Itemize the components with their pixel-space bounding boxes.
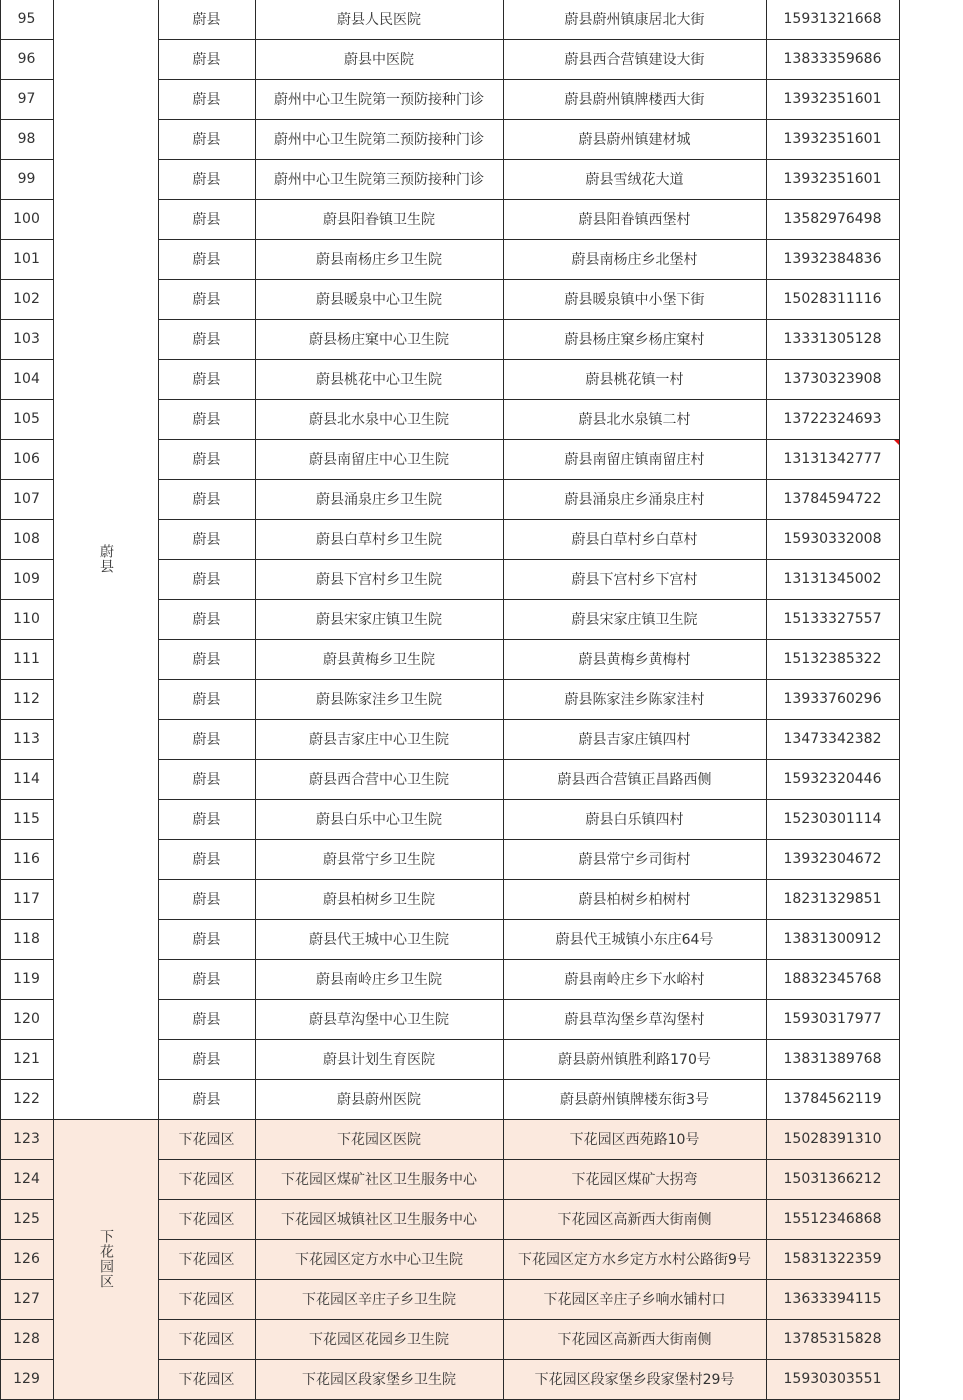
address-cell: 蔚县涌泉庄乡涌泉庄村	[564, 492, 705, 508]
county-cell: 蔚县	[192, 972, 221, 988]
row-divider-line	[158, 439, 900, 440]
column-divider-line	[503, 0, 504, 1399]
phone-cell: 13730323908	[783, 371, 882, 387]
row-number-cell: 116	[13, 851, 40, 867]
row-divider-line	[0, 1199, 54, 1200]
hospital-name-cell: 蔚县白草村乡卫生院	[316, 532, 442, 548]
hospital-name-cell: 蔚州中心卫生院第三预防接种门诊	[274, 172, 484, 188]
row-number-cell: 129	[13, 1371, 40, 1387]
address-cell: 下花园区煤矿大拐弯	[571, 1172, 698, 1188]
phone-cell: 15930317977	[783, 1011, 882, 1027]
county-cell: 蔚县	[192, 1052, 221, 1068]
row-divider-line	[158, 799, 900, 800]
row-number-cell: 128	[13, 1331, 40, 1347]
county-cell: 蔚县	[192, 92, 221, 108]
row-divider-line	[158, 279, 900, 280]
hospital-name-cell: 蔚县宋家庄镇卫生院	[316, 612, 442, 628]
county-cell: 蔚县	[192, 52, 221, 68]
county-cell: 蔚县	[192, 452, 221, 468]
hospital-name-cell: 蔚县黄梅乡卫生院	[323, 652, 435, 668]
county-cell: 蔚县	[192, 612, 221, 628]
hospital-name-cell: 下花园区煤矿社区卫生服务中心	[281, 1172, 477, 1188]
row-divider-line	[0, 679, 54, 680]
row-divider-line	[0, 1239, 54, 1240]
district-merged-cell: 下花园区	[98, 1229, 114, 1289]
row-divider-line	[0, 279, 54, 280]
county-cell: 蔚县	[192, 172, 221, 188]
address-cell: 下花园区西苑路10号	[569, 1132, 700, 1148]
phone-cell: 13831300912	[783, 931, 882, 947]
county-cell: 蔚县	[192, 692, 221, 708]
row-divider-line	[0, 959, 54, 960]
county-cell: 蔚县	[192, 292, 221, 308]
row-divider-line	[0, 639, 54, 640]
hospital-name-cell: 蔚县北水泉中心卫生院	[309, 412, 449, 428]
hospital-name-cell: 下花园区花园乡卫生院	[309, 1332, 449, 1348]
row-number-cell: 114	[13, 771, 40, 787]
row-number-cell: 100	[13, 211, 40, 227]
phone-cell: 13932351601	[783, 131, 882, 147]
row-divider-line	[158, 599, 900, 600]
address-cell: 蔚县暖泉镇中小堡下街	[564, 292, 705, 308]
row-divider-line	[0, 399, 54, 400]
row-number-cell: 121	[13, 1051, 40, 1067]
hospital-name-cell: 蔚县西合营中心卫生院	[309, 772, 449, 788]
hospital-name-cell: 蔚县陈家洼乡卫生院	[316, 692, 442, 708]
district-merged-cell: 蔚县	[98, 544, 114, 574]
row-number-cell: 104	[13, 371, 40, 387]
address-cell: 蔚县西合营镇建设大街	[564, 52, 705, 68]
address-cell: 下花园区高新西大街南侧	[557, 1332, 712, 1348]
column-divider-line	[899, 0, 900, 1399]
hospital-name-cell: 下花园区医院	[337, 1132, 421, 1148]
county-cell: 蔚县	[192, 332, 221, 348]
row-divider-line	[0, 199, 54, 200]
row-number-cell: 98	[17, 131, 36, 147]
county-cell: 下花园区	[178, 1292, 235, 1308]
row-number-cell: 97	[17, 91, 36, 107]
row-divider-line	[0, 359, 54, 360]
hospital-name-cell: 下花园区辛庄子乡卫生院	[302, 1292, 456, 1308]
phone-cell: 15931321668	[783, 11, 882, 27]
hospital-name-cell: 蔚县南岭庄乡卫生院	[316, 972, 442, 988]
row-divider-line	[0, 719, 54, 720]
county-cell: 下花园区	[178, 1132, 235, 1148]
county-cell: 蔚县	[192, 12, 221, 28]
hospital-name-cell: 下花园区定方水中心卫生院	[295, 1252, 463, 1268]
row-number-cell: 108	[13, 531, 40, 547]
hospital-name-cell: 蔚县暖泉中心卫生院	[316, 292, 442, 308]
row-number-cell: 107	[13, 491, 40, 507]
row-divider-line	[0, 479, 54, 480]
phone-cell: 15028311116	[783, 291, 882, 307]
address-cell: 蔚县柏树乡柏树村	[578, 892, 691, 908]
county-cell: 蔚县	[192, 492, 221, 508]
row-divider-line	[158, 1079, 900, 1080]
hospital-name-cell: 蔚县人民医院	[337, 12, 421, 28]
row-divider-line	[0, 519, 54, 520]
address-cell: 下花园区高新西大街南侧	[557, 1212, 712, 1228]
phone-cell: 15512346868	[783, 1211, 882, 1227]
row-divider-line	[158, 1319, 900, 1320]
county-cell: 蔚县	[192, 212, 221, 228]
county-cell: 蔚县	[192, 412, 221, 428]
column-divider-line	[0, 0, 1, 1399]
county-cell: 下花园区	[178, 1212, 235, 1228]
county-cell: 蔚县	[192, 252, 221, 268]
hospital-name-cell: 蔚县吉家庄中心卫生院	[309, 732, 449, 748]
row-divider-line	[0, 39, 54, 40]
address-cell: 蔚县陈家洼乡陈家洼村	[564, 692, 705, 708]
row-divider-line	[158, 319, 900, 320]
phone-cell: 15831322359	[783, 1251, 882, 1267]
row-divider-line	[0, 599, 54, 600]
column-divider-line	[255, 0, 256, 1399]
county-cell: 蔚县	[192, 852, 221, 868]
address-cell: 下花园区段家堡乡段家堡村29号	[534, 1372, 735, 1388]
row-divider-line	[0, 239, 54, 240]
phone-cell: 15932320446	[783, 771, 882, 787]
phone-cell: 13932351601	[783, 171, 882, 187]
address-cell: 蔚县南杨庄乡北堡村	[571, 252, 698, 268]
row-divider-line	[158, 359, 900, 360]
phone-cell: 13722324693	[783, 411, 882, 427]
phone-cell: 13473342382	[783, 731, 882, 747]
row-divider-line	[158, 679, 900, 680]
county-cell: 蔚县	[192, 652, 221, 668]
row-divider-line	[0, 439, 54, 440]
address-cell: 蔚县南岭庄乡下水峪村	[564, 972, 705, 988]
address-cell: 蔚县蔚州镇康居北大街	[564, 12, 705, 28]
address-cell: 蔚县阳眷镇西堡村	[578, 212, 691, 228]
row-number-cell: 101	[13, 251, 40, 267]
county-cell: 蔚县	[192, 372, 221, 388]
row-divider-line	[158, 719, 900, 720]
row-divider-line	[158, 959, 900, 960]
row-number-cell: 105	[13, 411, 40, 427]
row-number-cell: 113	[13, 731, 40, 747]
phone-cell: 13785315828	[783, 1331, 882, 1347]
row-divider-line	[158, 79, 900, 80]
row-divider-line	[158, 879, 900, 880]
phone-cell: 13784562119	[783, 1091, 882, 1107]
phone-cell: 15133327557	[783, 611, 882, 627]
row-divider-line	[158, 119, 900, 120]
phone-cell: 13131342777	[783, 451, 882, 467]
row-number-cell: 126	[13, 1251, 40, 1267]
hospital-name-cell: 蔚县代王城中心卫生院	[309, 932, 449, 948]
row-number-cell: 115	[13, 811, 40, 827]
hospital-name-cell: 蔚县柏树乡卫生院	[323, 892, 435, 908]
county-cell: 蔚县	[192, 932, 221, 948]
phone-cell: 13831389768	[783, 1051, 882, 1067]
hospital-name-cell: 蔚县草沟堡中心卫生院	[309, 1012, 449, 1028]
hospital-name-cell: 蔚县涌泉庄乡卫生院	[316, 492, 442, 508]
address-cell: 蔚县雪绒花大道	[585, 172, 684, 188]
row-divider-line	[0, 1319, 54, 1320]
column-divider-line	[53, 0, 54, 1399]
address-cell: 蔚县吉家庄镇四村	[578, 732, 691, 748]
row-number-cell: 102	[13, 291, 40, 307]
row-number-cell: 124	[13, 1171, 40, 1187]
phone-cell: 15230301114	[783, 811, 882, 827]
row-divider-line	[158, 1039, 900, 1040]
phone-cell: 15930332008	[783, 531, 882, 547]
address-cell: 蔚县南留庄镇南留庄村	[564, 452, 705, 468]
hospital-name-cell: 蔚县南杨庄乡卫生院	[316, 252, 442, 268]
phone-cell: 18832345768	[783, 971, 882, 987]
address-cell: 蔚县白乐镇四村	[585, 812, 684, 828]
row-divider-line	[0, 1039, 54, 1040]
hospital-name-cell: 下花园区段家堡乡卫生院	[302, 1372, 456, 1388]
address-cell: 蔚县蔚州镇牌楼东街3号	[560, 1092, 709, 1108]
row-divider-line	[0, 319, 54, 320]
phone-cell: 15028391310	[783, 1131, 882, 1147]
row-number-cell: 99	[17, 171, 36, 187]
hospital-name-cell: 蔚县桃花中心卫生院	[316, 372, 442, 388]
county-cell: 蔚县	[192, 1092, 221, 1108]
row-divider-line	[0, 919, 54, 920]
county-cell: 蔚县	[192, 772, 221, 788]
row-divider-line	[158, 559, 900, 560]
row-divider-line	[0, 1119, 900, 1120]
phone-cell: 13582976498	[783, 211, 882, 227]
row-number-cell: 117	[13, 891, 40, 907]
county-cell: 下花园区	[178, 1172, 235, 1188]
address-cell: 蔚县桃花镇一村	[585, 372, 684, 388]
hospital-name-cell: 蔚县中医院	[344, 52, 414, 68]
row-divider-line	[0, 119, 54, 120]
column-divider-line	[766, 0, 767, 1399]
county-cell: 下花园区	[178, 1372, 235, 1388]
row-divider-line	[158, 839, 900, 840]
row-divider-line	[158, 919, 900, 920]
hospital-name-cell: 蔚县杨庄窠中心卫生院	[309, 332, 449, 348]
hospital-name-cell: 蔚州中心卫生院第二预防接种门诊	[274, 132, 484, 148]
phone-cell: 18231329851	[783, 891, 882, 907]
hospital-name-cell: 蔚县下宫村乡卫生院	[316, 572, 442, 588]
row-divider-line	[158, 1279, 900, 1280]
hospital-name-cell: 蔚县南留庄中心卫生院	[309, 452, 449, 468]
row-divider-line	[0, 559, 54, 560]
row-number-cell: 118	[13, 931, 40, 947]
address-cell: 蔚县蔚州镇建材城	[578, 132, 691, 148]
address-cell: 蔚县宋家庄镇卫生院	[571, 612, 698, 628]
row-divider-line	[158, 159, 900, 160]
row-divider-line	[158, 1239, 900, 1240]
row-divider-line	[158, 1359, 900, 1360]
row-number-cell: 122	[13, 1091, 40, 1107]
row-divider-line	[0, 1079, 54, 1080]
row-divider-line	[0, 1159, 54, 1160]
address-cell: 蔚县杨庄窠乡杨庄窠村	[564, 332, 705, 348]
row-divider-line	[158, 399, 900, 400]
phone-cell: 13131345002	[783, 571, 882, 587]
address-cell: 蔚县蔚州镇牌楼西大街	[564, 92, 705, 108]
phone-cell: 13331305128	[783, 331, 882, 347]
address-cell: 蔚县北水泉镇二村	[578, 412, 691, 428]
row-divider-line	[158, 199, 900, 200]
county-cell: 下花园区	[178, 1252, 235, 1268]
column-divider-line	[158, 0, 159, 1399]
address-cell: 蔚县下宫村乡下宫村	[571, 572, 698, 588]
row-number-cell: 111	[13, 651, 40, 667]
phone-cell: 13932384836	[783, 251, 882, 267]
row-divider-line	[158, 519, 900, 520]
row-number-cell: 109	[13, 571, 40, 587]
row-divider-line	[0, 1359, 54, 1360]
row-number-cell: 119	[13, 971, 40, 987]
row-number-cell: 103	[13, 331, 40, 347]
hospital-name-cell: 蔚县蔚州医院	[337, 1092, 421, 1108]
phone-cell: 15031366212	[783, 1171, 882, 1187]
row-divider-line	[158, 39, 900, 40]
hospital-name-cell: 蔚县常宁乡卫生院	[323, 852, 435, 868]
row-divider-line	[158, 239, 900, 240]
county-cell: 蔚县	[192, 572, 221, 588]
row-divider-line	[0, 759, 54, 760]
row-number-cell: 127	[13, 1291, 40, 1307]
hospital-name-cell: 下花园区城镇社区卫生服务中心	[281, 1212, 477, 1228]
county-cell: 蔚县	[192, 732, 221, 748]
row-divider-line	[158, 999, 900, 1000]
address-cell: 蔚县白草村乡白草村	[571, 532, 698, 548]
row-number-cell: 120	[13, 1011, 40, 1027]
row-number-cell: 112	[13, 691, 40, 707]
phone-cell: 13633394115	[783, 1291, 882, 1307]
county-cell: 蔚县	[192, 132, 221, 148]
address-cell: 蔚县常宁乡司街村	[578, 852, 691, 868]
county-cell: 蔚县	[192, 892, 221, 908]
row-number-cell: 95	[17, 11, 36, 27]
row-divider-line	[158, 759, 900, 760]
address-cell: 下花园区定方水乡定方水村公路街9号	[518, 1252, 751, 1268]
phone-cell: 13933760296	[783, 691, 882, 707]
address-cell: 蔚县蔚州镇胜利路170号	[558, 1052, 711, 1068]
address-cell: 下花园区辛庄子乡响水铺村口	[543, 1292, 726, 1308]
row-number-cell: 96	[17, 51, 36, 67]
county-cell: 蔚县	[192, 1012, 221, 1028]
phone-cell: 15930303551	[783, 1371, 882, 1387]
row-divider-line	[0, 1279, 54, 1280]
row-number-cell: 106	[13, 451, 40, 467]
row-divider-line	[0, 879, 54, 880]
county-cell: 蔚县	[192, 532, 221, 548]
comment-marker-icon	[894, 440, 899, 445]
row-divider-line	[0, 79, 54, 80]
row-number-cell: 110	[13, 611, 40, 627]
county-cell: 下花园区	[178, 1332, 235, 1348]
row-divider-line	[0, 999, 54, 1000]
address-cell: 蔚县西合营镇正昌路西侧	[557, 772, 712, 788]
hospital-name-cell: 蔚县计划生育医院	[323, 1052, 435, 1068]
phone-cell: 13833359686	[783, 51, 882, 67]
phone-cell: 13784594722	[783, 491, 882, 507]
county-cell: 蔚县	[192, 812, 221, 828]
hospital-name-cell: 蔚州中心卫生院第一预防接种门诊	[274, 92, 484, 108]
row-divider-line	[158, 639, 900, 640]
address-cell: 蔚县代王城镇小东庄64号	[555, 932, 714, 948]
phone-cell: 13932351601	[783, 91, 882, 107]
address-cell: 蔚县草沟堡乡草沟堡村	[564, 1012, 705, 1028]
row-divider-line	[0, 159, 54, 160]
phone-cell: 13932304672	[783, 851, 882, 867]
row-divider-line	[158, 1199, 900, 1200]
row-divider-line	[0, 839, 54, 840]
row-number-cell: 123	[13, 1131, 40, 1147]
row-number-cell: 125	[13, 1211, 40, 1227]
row-divider-line	[0, 799, 54, 800]
row-divider-line	[158, 479, 900, 480]
phone-cell: 15132385322	[783, 651, 882, 667]
hospital-name-cell: 蔚县白乐中心卫生院	[316, 812, 442, 828]
row-divider-line	[158, 1159, 900, 1160]
address-cell: 蔚县黄梅乡黄梅村	[578, 652, 691, 668]
hospital-name-cell: 蔚县阳眷镇卫生院	[323, 212, 435, 228]
